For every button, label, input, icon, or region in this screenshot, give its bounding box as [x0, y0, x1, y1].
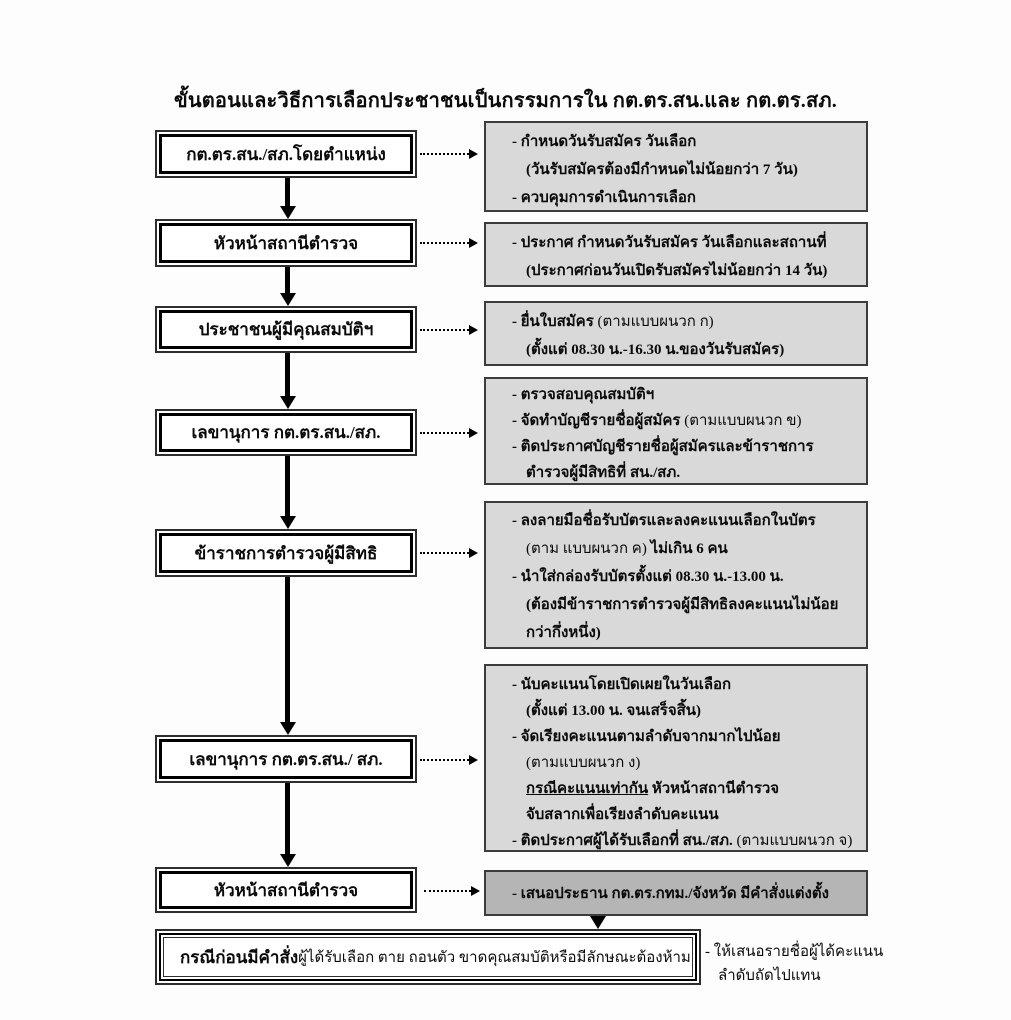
down-arrow-icon	[279, 178, 296, 219]
detail-line	[512, 591, 858, 619]
detail-line	[512, 802, 858, 828]
side-note	[705, 940, 883, 988]
detail-note: (ตามแบบผนวก ก)	[593, 314, 714, 330]
down-arrow-icon	[589, 914, 606, 929]
case-text: ผู้ได้รับเลือก ตาย ถอนตัว ขาดคุณสมบัติหรือมีลักษณะต้องห้าม	[298, 950, 691, 966]
detail-line	[512, 460, 858, 486]
detail-text: - ตรวจสอบคุณสมบัติฯ	[512, 387, 655, 403]
detail-text: - จัดเรียงคะแนนตามลำดับจากมากไปน้อย	[512, 729, 781, 745]
dotted-arrow-icon	[420, 427, 478, 439]
detail-line	[512, 382, 858, 408]
detail-line	[512, 724, 858, 750]
dotted-arrow-icon	[420, 237, 478, 249]
detail-line	[512, 507, 858, 535]
actor-box-2	[155, 219, 417, 267]
detail-line	[512, 881, 829, 905]
detail-text: (ต้องมีข้าราชการตำรวจผู้มีสิทธิลงคะแนนไม่น้อย	[526, 597, 839, 613]
detail-text: (ตั้งแต่ 08.30 น.-16.30 น.ของวันรับสมัคร)	[526, 342, 785, 358]
detail-line	[512, 156, 858, 184]
detail-box-2	[484, 222, 868, 287]
dotted-arrow-icon	[420, 547, 478, 559]
detail-line	[512, 672, 858, 698]
detail-text: - ติดประกาศผู้ได้รับเลือกที่ สน./สภ.	[512, 833, 733, 849]
detail-box-3	[484, 301, 868, 366]
detail-box-7	[484, 870, 868, 916]
actor-box-1	[155, 130, 417, 178]
detail-text: (ตั้งแต่ 13.00 น. จนเสร็จสิ้น)	[526, 703, 702, 719]
detail-text: ตำรวจผู้มีสิทธิที่ สน./สภ.	[526, 465, 681, 481]
down-arrow-icon	[279, 577, 296, 735]
detail-line	[512, 308, 858, 336]
actor-label: หัวหน้าสถานีตำรวจ	[159, 223, 413, 263]
case-box-mid-border	[159, 933, 697, 981]
case-box	[155, 929, 701, 985]
actor-label: หัวหน้าสถานีตำรวจ	[159, 871, 413, 909]
detail-note: (ตามแบบผนวก ข)	[680, 413, 802, 429]
detail-line	[512, 434, 858, 460]
detail-text: (ประกาศก่อนวันเปิดรับสมัครไม่น้อยกว่า 14 วัน)	[526, 263, 828, 279]
down-arrow-icon	[279, 783, 296, 867]
detail-text: จับสลากเพื่อเรียงลำดับคะแนน	[526, 807, 719, 823]
actor-label: กต.ตร.สน./สภ.โดยตำแหน่ง	[159, 134, 413, 174]
page-title: ขั้นตอนและวิธีการเลือกประชาชนเป็นกรรมการใน กต.ตร.สน.และ กต.ตร.สภ.	[174, 90, 837, 112]
detail-line	[512, 619, 858, 647]
detail-text: - จัดทำบัญชีรายชื่อผู้สมัคร	[512, 413, 681, 429]
detail-line	[512, 828, 858, 854]
detail-note: (ตามแบบผนวก ง)	[526, 755, 641, 771]
detail-line	[512, 184, 858, 212]
detail-line	[512, 698, 858, 724]
detail-line	[512, 257, 858, 285]
down-arrow-icon	[279, 456, 296, 529]
detail-text: - ลงลายมือชื่อรับบัตรและลงคะแนนเลือกในบัตร	[512, 513, 816, 529]
dotted-arrow-icon	[420, 324, 478, 336]
actor-label: ข้าราชการตำรวจผู้มีสิทธิ	[159, 533, 413, 573]
detail-line	[512, 229, 858, 257]
detail-note: (ตามแบบผนวก จ)	[732, 833, 853, 849]
detail-text: - นับคะแนนโดยเปิดเผยในวันเลือก	[512, 677, 732, 693]
actor-box-4	[155, 409, 417, 456]
detail-text: กว่ากึ่งหนึ่ง)	[526, 625, 601, 641]
detail-line	[512, 563, 858, 591]
side-note-line: - ให้เสนอรายชื่อผู้ได้คะแนน	[705, 944, 884, 960]
actor-box-5	[155, 529, 417, 577]
detail-note: (ตาม แบบผนวก ค)	[526, 541, 651, 557]
detail-box-6	[484, 664, 868, 852]
detail-line	[512, 336, 858, 364]
dotted-arrow-icon	[420, 148, 478, 160]
detail-text: - ควบคุมการดำเนินการเลือก	[512, 190, 696, 206]
actor-label: ประชาชนผู้มีคุณสมบัติฯ	[159, 310, 413, 349]
detail-text: ไม่เกิน 6 คน	[650, 541, 728, 557]
actor-box-7	[155, 867, 417, 913]
detail-text: - ยื่นใบสมัคร	[512, 314, 594, 330]
detail-text: - นำใส่กล่องรับบัตรตั้งแต่ 08.30 น.-13.00 น.	[512, 569, 784, 585]
detail-line	[512, 408, 858, 434]
detail-text: - ประกาศ กำหนดวันรับสมัคร วันเลือกและสถานที่	[512, 235, 827, 251]
detail-line	[512, 750, 858, 776]
detail-text: - เสนอประธาน กต.ตร.กทม./จังหวัด มีคำสั่งแต่งตั้ง	[512, 886, 829, 902]
detail-text: - กำหนดวันรับสมัคร วันเลือก	[512, 134, 697, 150]
dotted-arrow-icon	[424, 885, 480, 897]
dotted-arrow-icon	[420, 754, 478, 766]
detail-box-4	[484, 377, 868, 485]
side-note-line: ลำดับถัดไปแทน	[718, 968, 821, 984]
detail-line	[512, 535, 858, 563]
detail-line	[512, 128, 858, 156]
actor-label: เลขานุการ กต.ตร.สน./สภ.	[159, 413, 413, 452]
detail-line	[512, 776, 858, 802]
actor-box-3	[155, 306, 417, 353]
down-arrow-icon	[279, 353, 296, 409]
detail-text: (วันรับสมัครต้องมีกำหนดไม่น้อยกว่า 7 วัน)	[526, 162, 798, 178]
detail-text: - ติดประกาศบัญชีรายชื่อผู้สมัครและข้าราชการ	[512, 439, 814, 455]
down-arrow-icon	[279, 267, 296, 306]
detail-underlined: กรณีคะแนนเท่ากัน	[526, 781, 649, 797]
actor-box-6	[155, 735, 417, 783]
detail-text: หัวหน้าสถานีตำรวจ	[648, 781, 780, 797]
detail-box-1	[484, 121, 868, 212]
case-box-inner	[163, 937, 693, 977]
detail-box-5	[484, 501, 868, 649]
case-label: กรณีก่อนมีคำสั่ง	[180, 947, 299, 967]
actor-label: เลขานุการ กต.ตร.สน./ สภ.	[159, 739, 413, 779]
